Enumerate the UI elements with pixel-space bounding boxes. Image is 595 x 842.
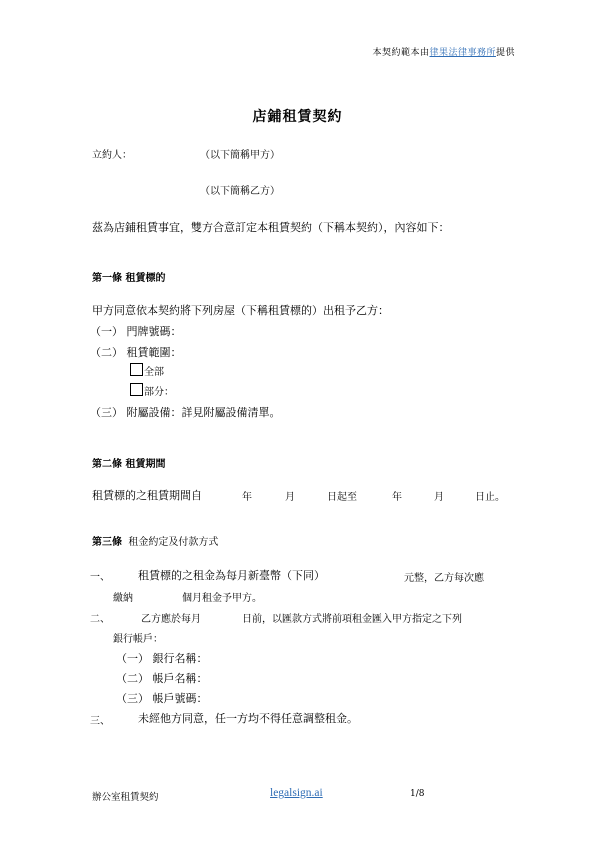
article-3-p2-line2: 銀行帳戶：	[113, 634, 163, 645]
footer-page-number: 1/8	[410, 789, 425, 799]
article-2-year-2: 年	[392, 492, 402, 503]
article-2-lead: 租賃標的之租賃期間自	[92, 489, 202, 502]
header-prefix: 本契約範本由	[372, 48, 430, 58]
article-3-p2-text-b: 日前，以匯款方式將前項租金匯入甲方指定之下列	[242, 614, 462, 625]
article-3-p1-text: 租賃標的之租金為每月新臺幣（下同）	[138, 569, 325, 582]
intro-paragraph: 茲為店鋪租賃事宜，雙方合意訂定本租賃契約（下稱本契約），內容如下：	[92, 221, 450, 234]
bank-name-field: （一） 銀行名稱：	[116, 652, 208, 665]
article-3-p2-text-a: 乙方應於每月	[141, 614, 201, 625]
article-1-item-3: （三） 附屬設備：詳見附屬設備清單。	[90, 406, 281, 419]
article-3-p1-number: 一、	[90, 572, 110, 583]
article-2-month-1: 月	[285, 492, 295, 503]
signatory-label: 立約人：	[92, 150, 132, 161]
page-header	[372, 45, 515, 58]
article-2-day-from: 日起至	[327, 492, 357, 503]
article-1-item-2: （二） 租賃範圍：	[90, 346, 182, 359]
option-part-label: 部分：	[144, 387, 174, 398]
article-1-item-1: （一） 門牌號碼：	[90, 325, 182, 338]
option-all-checkbox[interactable]	[130, 363, 143, 376]
footer-document-name: 辦公室租賃契約	[92, 792, 159, 803]
account-name-field: （二） 帳戶名稱：	[116, 672, 208, 685]
account-number-field: （三） 帳戶號碼：	[116, 692, 208, 705]
article-1-heading: 第一條 租賃標的	[92, 273, 166, 284]
article-2-month-2: 月	[434, 492, 444, 503]
law-firm-link[interactable]: 律果法律事務所	[429, 48, 496, 58]
article-3-p3-text: 未經他方同意，任一方均不得任意調整租金。	[138, 712, 358, 725]
footer-site-link[interactable]: legalsign.ai	[270, 787, 323, 799]
article-2-heading: 第二條 租賃期間	[92, 459, 166, 470]
option-all-label: 全部	[144, 367, 164, 378]
article-3-p1-line2a: 繳納	[113, 593, 133, 604]
article-3-p1-tail: 元整，乙方每次應	[404, 573, 484, 584]
article-2-year-1: 年	[242, 492, 252, 503]
option-part-checkbox[interactable]	[130, 383, 143, 396]
article-3-heading	[92, 533, 218, 548]
article-3-p1-line2b: 個月租金予甲方。	[182, 593, 262, 604]
article-3-p2-number: 二、	[90, 614, 110, 625]
article-3-heading-title: 租金約定及付款方式	[128, 537, 219, 548]
article-2-day-to: 日止。	[475, 492, 505, 503]
header-suffix: 提供	[495, 48, 515, 58]
article-1-lead: 甲方同意依本契約將下列房屋（下稱租賃標的）出租予乙方：	[92, 304, 389, 317]
party-b-note: （以下簡稱乙方）	[200, 186, 280, 197]
article-3-heading-number: 第三條	[92, 537, 122, 548]
party-a-note: （以下簡稱甲方）	[200, 150, 280, 161]
article-3-p3-number: 三、	[90, 716, 110, 727]
document-title: 店鋪租賃契約	[252, 109, 343, 125]
